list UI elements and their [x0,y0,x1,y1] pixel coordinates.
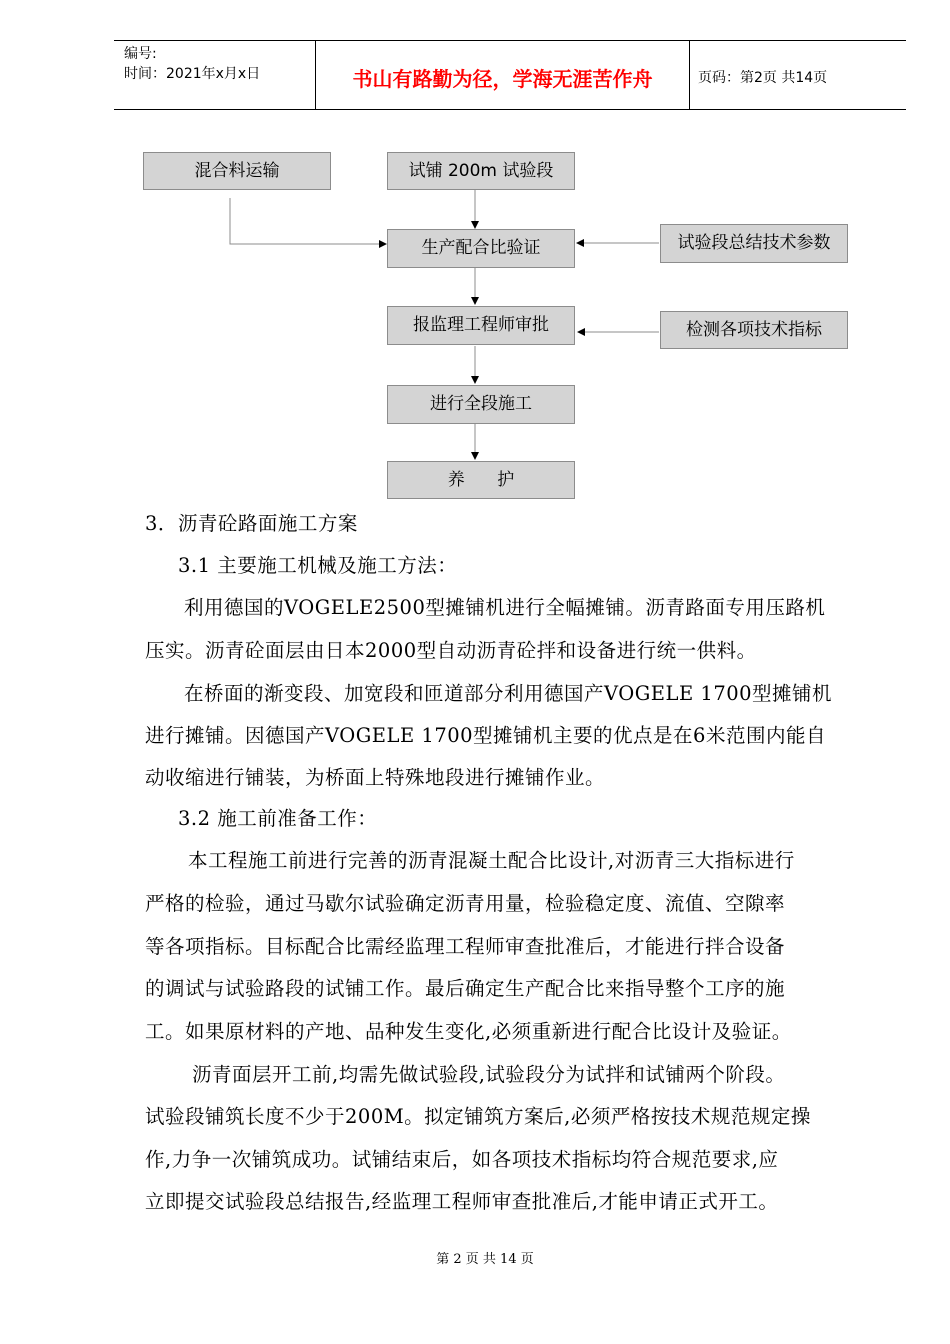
flow-box-trial-section: 试铺 200m 试验段 [387,152,575,190]
paragraph-line: 进行摊铺。因德国产VOGELE 1700型摊铺机主要的优点是在6米范围内能自 [145,724,826,747]
page-footer: 第 2 页 共 14 页 [436,1252,534,1267]
paragraph-line: 在桥面的渐变段、加宽段和匝道部分利用德国产VOGELE 1700型摊铺机 [184,682,833,705]
header-motto: 书山有路勤为径，学海无涯苦作舟 [352,67,653,91]
paragraph-line: 动收缩进行铺装，为桥面上特殊地段进行摊铺作业。 [145,766,606,789]
paragraph-line: 利用德国的VOGELE2500型摊铺机进行全幅摊铺。沥青路面专用压路机 [184,596,826,619]
flow-box-curing: 养 护 [387,461,575,499]
paragraph-line: 严格的检验，通过马歇尔试验确定沥青用量，检验稳定度、流值、空隙率 [145,892,786,915]
flow-box-full-construction: 进行全段施工 [387,385,575,424]
subsection-heading-3-1: 3.1 主要施工机械及施工方法： [178,554,458,577]
paragraph-line: 工。如果原材料的产地、品种发生变化,必须重新进行配合比设计及验证。 [145,1020,792,1043]
flow-box-production-ratio: 生产配合比验证 [387,229,575,268]
paragraph-line: 作,力争一次铺筑成功。试铺结束后，如各项技术指标均符合规范要求,应 [145,1148,779,1171]
flow-box-test-indicators: 检测各项技术指标 [660,311,848,349]
flow-box-mix-transport: 混合料运输 [143,152,331,190]
subsection-heading-3-2: 3.2 施工前准备工作： [178,807,378,830]
paragraph-line: 本工程施工前进行完善的沥青混凝土配合比设计,对沥青三大指标进行 [188,849,795,872]
paragraph-line: 沥青面层开工前,均需先做试验段,试验段分为试拌和试铺两个阶段。 [192,1063,786,1086]
section-heading-3: 3．沥青砼路面施工方案 [145,512,358,535]
paragraph-line: 立即提交试验段总结报告,经监理工程师审查批准后,才能申请正式开工。 [145,1190,779,1213]
paragraph-line: 等各项指标。目标配合比需经监理工程师审查批准后，才能进行拌合设备 [145,935,786,958]
doc-time-label: 时间：2021年x月x日 [124,66,261,82]
flow-box-trial-summary: 试验段总结技术参数 [660,224,848,263]
flow-box-report-supervisor: 报监理工程师审批 [387,306,575,345]
paragraph-line: 压实。沥青砼面层由日本2000型自动沥青砼拌和设备进行统一供料。 [145,639,757,662]
paragraph-line: 试验段铺筑长度不少于200M。拟定铺筑方案后,必须严格按技术规范规定操 [145,1105,811,1128]
paragraph-line: 的调试与试验路段的试铺工作。最后确定生产配合比来指导整个工序的施 [145,977,786,1000]
header-page-number: 页码：第2页 共14页 [698,70,828,86]
doc-number-label: 编号: [124,46,157,62]
